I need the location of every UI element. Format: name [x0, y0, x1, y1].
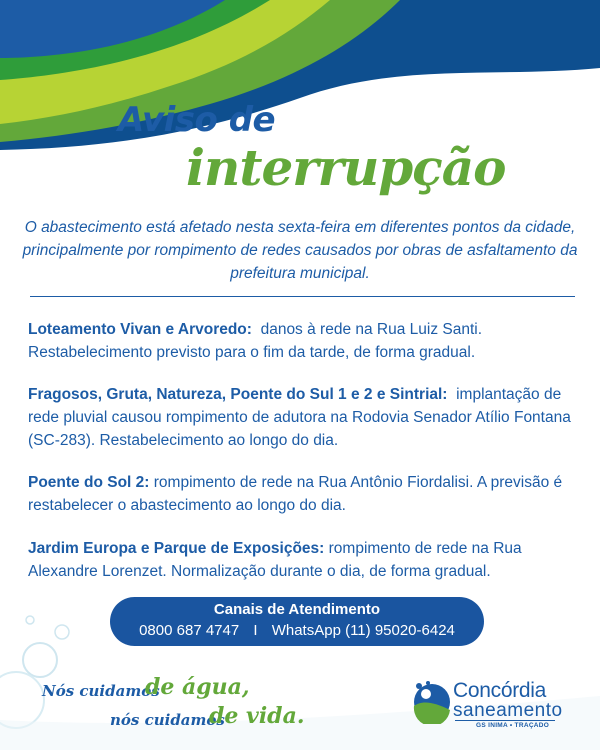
title-line-2: interrupção: [186, 138, 506, 197]
slogan-line2-b: de vida.: [209, 703, 305, 729]
notice-area: Loteamento Vivan e Arvoredo:: [28, 321, 252, 338]
slogan-line1-b: de água,: [145, 674, 250, 700]
slogan-line2-a: nós cuidamos: [110, 711, 225, 729]
whatsapp-number[interactable]: WhatsApp (11) 95020-6424: [271, 622, 455, 639]
logo-tagline: GS INIMA • TRAÇADO: [476, 722, 550, 729]
notice-item: [28, 471, 584, 517]
water-drop-logo-icon: [410, 680, 454, 724]
slogan-line1-a: Nós cuidamos: [42, 682, 160, 700]
title-line-1: Aviso de: [118, 100, 276, 140]
contact-box: [110, 597, 484, 646]
notice-text: rompimento de rede na Rua Alexandre Lorenzet. Normalização durante o dia, de forma gradual.: [28, 540, 522, 580]
notice-text: danos à rede na Rua Luiz Santi. Restabelecimento previsto para o fim da tarde, de forma gradual.: [28, 321, 483, 361]
logo-name: Concórdia: [453, 679, 547, 702]
company-logo: [410, 676, 570, 736]
notice-text: implantação de rede pluvial causou rompimento de adutora na Rodovia Senador Atílio Fontana (SC-283). Restabelecimento ao longo do dia.: [28, 386, 571, 449]
intro-text: O abastecimento está afetado nesta sexta-feira em diferentes pontos da cidade, principalmente por rompimento de redes causados por obras de asfaltamento da prefeitura municipal.: [22, 219, 578, 282]
contact-line: [110, 622, 484, 639]
logo-subtitle: saneamento: [453, 700, 563, 721]
divider: [30, 296, 575, 297]
notice-area: Jardim Europa e Parque de Exposições:: [28, 540, 325, 557]
phone-number[interactable]: 0800 687 4747: [139, 622, 240, 639]
notice-item: [28, 318, 584, 364]
notice-item: [28, 537, 584, 583]
notice-item: [28, 383, 584, 452]
logo-divider: [455, 720, 555, 721]
contact-title: Canais de Atendimento: [213, 601, 381, 618]
notice-area: Poente do Sol 2:: [28, 474, 150, 491]
notice-text: rompimento de rede na Rua Antônio Fiordalisi. A previsão é restabelecer o abastecimento ao longo do dia.: [28, 474, 563, 514]
contact-separator: I: [253, 622, 258, 639]
notice-area: Fragosos, Gruta, Natureza, Poente do Sul 1 e 2 e Sintrial:: [28, 386, 448, 403]
